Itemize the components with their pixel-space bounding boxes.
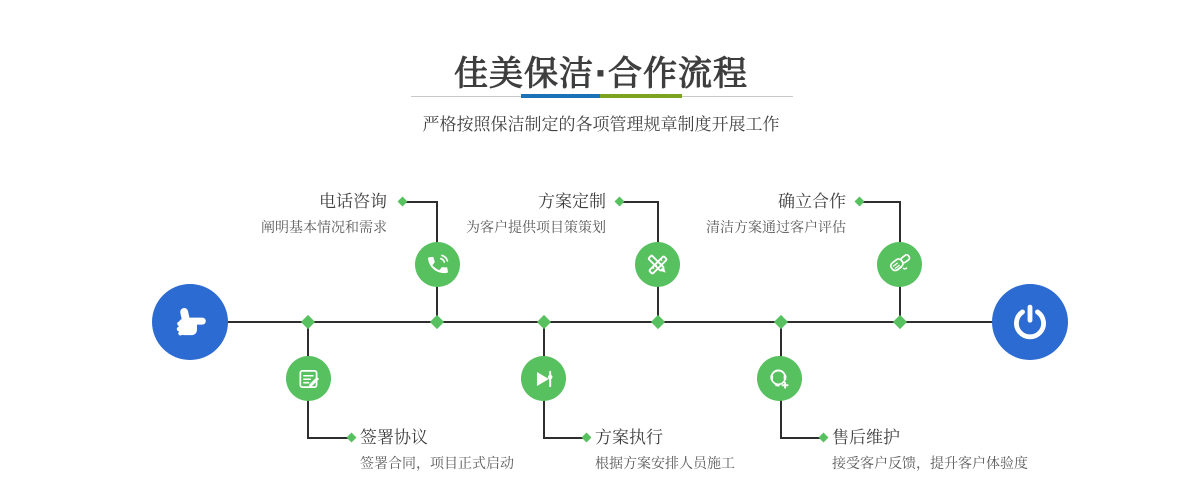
step-node-execute — [521, 356, 566, 401]
step-title: 方案执行 — [595, 428, 663, 448]
page-subtitle: 严格按照保洁制定的各项管理规章制度开展工作 — [422, 115, 780, 135]
handshake-icon — [886, 251, 913, 278]
label-diamond — [855, 197, 865, 207]
connector-line — [861, 201, 901, 203]
step-node-phone — [415, 242, 460, 287]
timeline-end-node — [992, 284, 1068, 360]
step-item — [466, 192, 606, 237]
connector-line — [307, 437, 351, 439]
step-item — [360, 428, 514, 473]
step-title: 方案定制 — [538, 192, 606, 212]
step-item — [261, 192, 387, 237]
step-title: 售后维护 — [832, 428, 900, 448]
step-node-support — [757, 356, 802, 401]
label-diamond — [582, 433, 592, 443]
step-description: 为客户提供项目策策划 — [466, 220, 606, 236]
timeline-start-node — [152, 284, 228, 360]
step-description: 接受客户反馈，提升客户体验度 — [832, 456, 1028, 472]
step-description: 清洁方案通过客户评估 — [706, 220, 846, 236]
step-node-design — [635, 242, 680, 287]
step-title: 电话咨询 — [319, 192, 387, 212]
step-item — [832, 428, 1028, 473]
timeline-node-diamond — [651, 315, 665, 329]
connector-line — [621, 201, 659, 203]
hand-pointing-right-icon — [169, 301, 211, 343]
title-divider-blue-segment — [521, 94, 600, 98]
pencil-ruler-icon — [645, 252, 671, 278]
step-item — [706, 192, 846, 237]
timeline-node-diamond — [774, 315, 788, 329]
label-diamond — [615, 197, 625, 207]
play-slider-icon — [531, 366, 557, 392]
label-diamond — [819, 433, 829, 443]
label-diamond — [398, 197, 408, 207]
connector-line — [404, 201, 438, 203]
timeline-node-diamond — [537, 315, 551, 329]
step-item — [595, 428, 735, 473]
headset-plus-icon — [766, 365, 793, 392]
step-node-handshake — [877, 242, 922, 287]
timeline-node-diamond — [301, 315, 315, 329]
step-description: 阐明基本情况和需求 — [261, 220, 387, 236]
page-title: 佳美保洁·合作流程 — [454, 54, 748, 94]
power-icon — [1009, 301, 1051, 343]
document-pen-icon — [296, 366, 322, 392]
step-description: 签署合同，项目正式启动 — [360, 456, 514, 472]
phone-icon — [425, 252, 451, 278]
step-title: 签署协议 — [360, 428, 428, 448]
timeline-node-diamond — [893, 315, 907, 329]
title-divider-green-segment — [600, 94, 682, 98]
step-node-contract — [286, 356, 331, 401]
connector-line — [543, 437, 586, 439]
step-title: 确立合作 — [778, 192, 846, 212]
timeline-node-diamond — [430, 315, 444, 329]
label-diamond — [347, 433, 357, 443]
step-description: 根据方案安排人员施工 — [595, 456, 735, 472]
connector-line — [780, 437, 823, 439]
